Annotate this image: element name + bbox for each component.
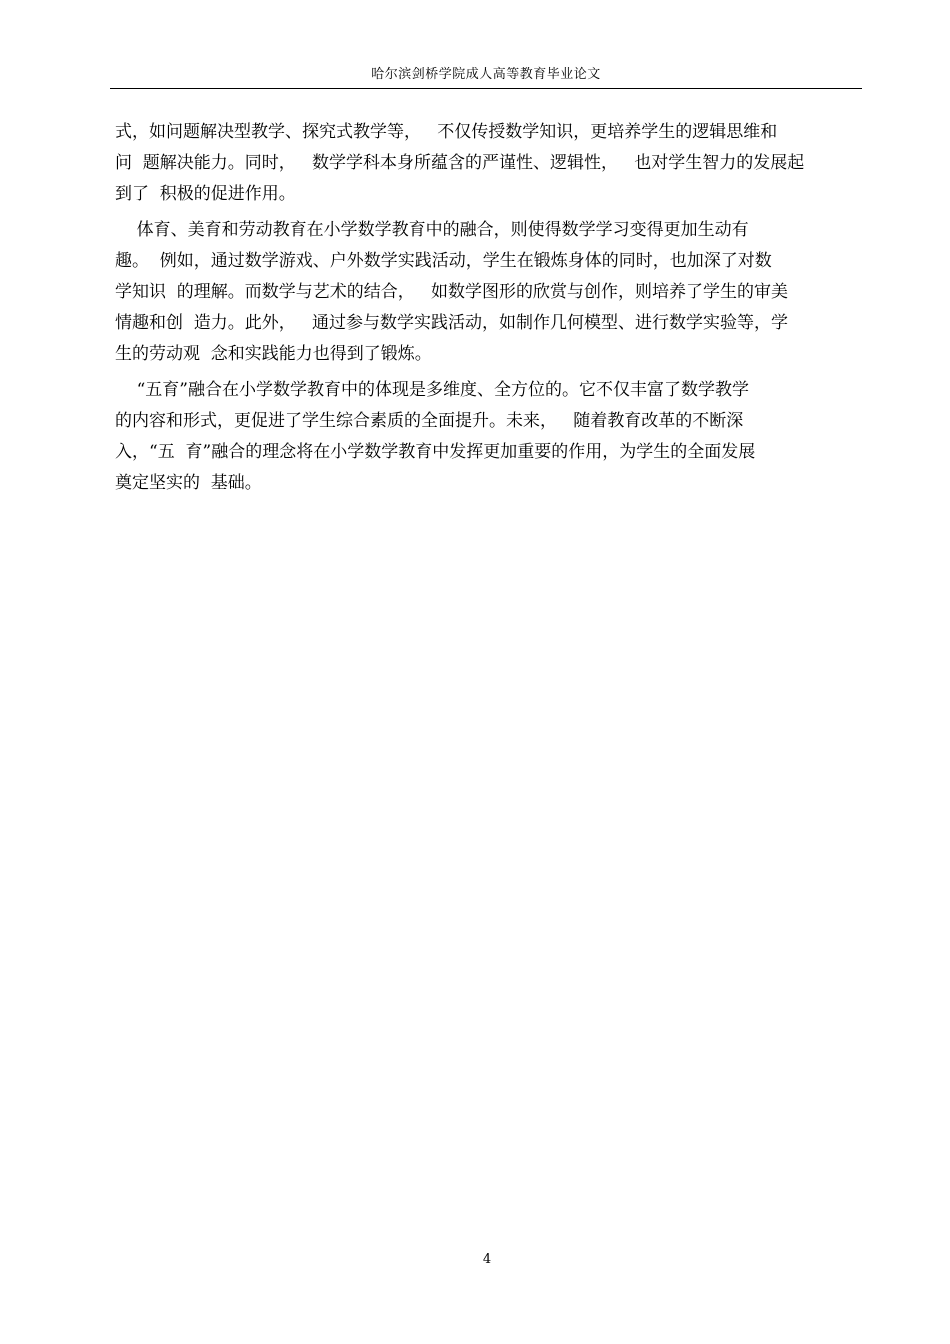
text-line: 到了 积极的促进作用。 <box>115 184 296 204</box>
page-number: 4 <box>482 1252 492 1267</box>
text-line: 奠定坚实的 基础。 <box>115 473 262 493</box>
text-line: “五育”融合在小学数学教育中的体现是多维度、全方位的。它不仅丰富了数学教学 <box>115 380 749 400</box>
text-line: 体育、美育和劳动教育在小学数学教育中的融合，则使得数学学习变得更加生动有 <box>115 220 749 240</box>
paragraph <box>115 215 865 370</box>
body-text <box>115 117 865 499</box>
text-line: 问 题解决能力。同时， 数学学科本身所蕴含的严谨性、逻辑性， 也对学生智力的发展起 <box>115 153 805 173</box>
text-line: 式，如问题解决型教学、探究式教学等， 不仅传授数学知识，更培养学生的逻辑思维和 <box>115 122 778 142</box>
running-header: 哈尔滨剑桥学院成人高等教育毕业论文 <box>371 67 601 82</box>
text-line: 学知识 的理解。而数学与艺术的结合， 如数学图形的欣赏与创作，则培养了学生的审美 <box>115 282 789 302</box>
header-rule <box>110 88 862 89</box>
paragraph <box>115 375 865 499</box>
text-line: 情趣和创 造力。此外， 通过参与数学实践活动，如制作几何模型、进行数学实验等，学 <box>115 313 789 333</box>
text-line: 趣。 例如，通过数学游戏、户外数学实践活动，学生在锻炼身体的同时，也加深了对数 <box>115 251 772 271</box>
text-line: 生的劳动观 念和实践能力也得到了锻炼。 <box>115 344 432 364</box>
paragraph <box>115 117 865 210</box>
text-line: 入，“五 育”融合的理念将在小学数学教育中发挥更加重要的作用，为学生的全面发展 <box>115 442 756 462</box>
text-line: 的内容和形式，更促进了学生综合素质的全面提升。未来， 随着教育改革的不断深 <box>115 411 744 431</box>
